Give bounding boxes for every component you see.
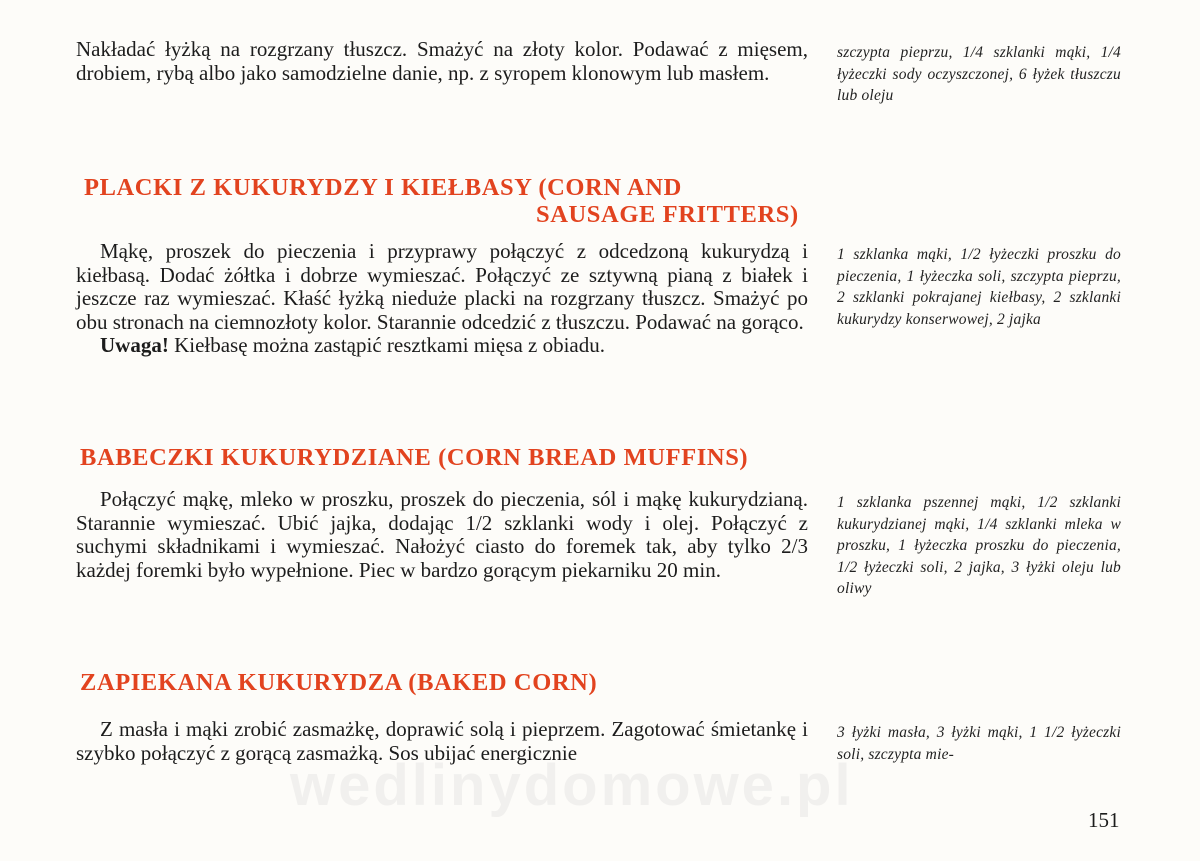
recipe-ingredients-corn-bread-muffins: 1 szklanka pszennej mąki, 1/2 szklanki kukurydzianej mąki, 1/4 szklanki mleka w proszku, 1 łyżeczka proszku do pieczenia, 1/2 łyżeczki soli, 2 jajka, 3 łyżki oleju lub oliwy xyxy=(837,494,1121,597)
note-label: Uwaga! xyxy=(100,333,169,357)
intro-ingredients: szczypta pieprzu, 1/4 szklanki mąki, 1/4 łyżeczki sody oczyszczonej, 6 łyżek tłuszczu lub oleju xyxy=(837,44,1121,104)
recipe-body-baked-corn xyxy=(76,718,808,765)
recipe-body-corn-sausage-fritters xyxy=(76,240,808,358)
page-number: 151 xyxy=(1088,808,1120,832)
recipe-ingredients-baked-corn: 3 łyżki masła, 3 łyżki mąki, 1 1/2 łyżeczki soli, szczypta mie- xyxy=(837,724,1121,763)
note-text: Kiełbasę można zastąpić resztkami mięsa z obiadu. xyxy=(168,333,605,357)
intro-text-block xyxy=(76,38,808,85)
recipe-note xyxy=(76,334,808,358)
watermark: wedlinydomowe.pl xyxy=(290,753,854,818)
recipe-body-corn-bread-muffins xyxy=(76,488,808,582)
recipe-title-corn-sausage-fritters-line1: PLACKI Z KUKURYDZY I KIEŁBASY (CORN AND xyxy=(84,174,682,201)
intro-paragraph: Nakładać łyżką na rozgrzany tłuszcz. Smażyć na złoty kolor. Podawać z mięsem, drobiem, rybą albo jako samodzielne danie, np. z syropem klonowym lub masłem. xyxy=(76,37,808,85)
recipe-title-corn-bread-muffins: BABECZKI KUKURYDZIANE (CORN BREAD MUFFINS) xyxy=(80,444,749,471)
recipe-instructions: Połączyć mąkę, mleko w proszku, proszek do pieczenia, sól i mąkę kukurydzianą. Starannie wymieszać. Ubić jajka, dodając 1/2 szklanki wody i olej. Połączyć z suchymi składnikami i wymieszać. Nałożyć ciasto do foremek tak, aby tylko 2/3 każdej foremki było wypełnione. Piec w bardzo gorącym piekarniku 20 min. xyxy=(76,487,808,582)
recipe-title-baked-corn: ZAPIEKANA KUKURYDZA (BAKED CORN) xyxy=(80,669,598,696)
recipe-instructions: Z masła i mąki zrobić zasmażkę, doprawić solą i pieprzem. Zagotować śmietankę i szybko połączyć z gorącą zasmażką. Sos ubijać energicznie xyxy=(76,717,808,765)
recipe-ingredients-corn-sausage-fritters: 1 szklanka mąki, 1/2 łyżeczki proszku do pieczenia, 1 łyżeczka soli, szczypta pieprzu, 2 szklanki pokrajanej kiełbasy, 2 szklanki kukurydzy konserwowej, 2 jajka xyxy=(837,246,1121,328)
recipe-title-corn-sausage-fritters-line2: SAUSAGE FRITTERS) xyxy=(536,201,799,228)
recipe-instructions: Mąkę, proszek do pieczenia i przyprawy połączyć z odcedzoną kukurydzą i kiełbasą. Dodać żółtka i dobrze wymieszać. Połączyć ze sztywną pianą z białek i jeszcze raz wymieszać. Kłaść łyżką nieduże placki na rozgrzany tłuszcz. Smażyć po obu stronach na ciemnozłoty kolor. Starannie odcedzić z tłuszczu. Podawać na gorąco. xyxy=(76,239,808,334)
